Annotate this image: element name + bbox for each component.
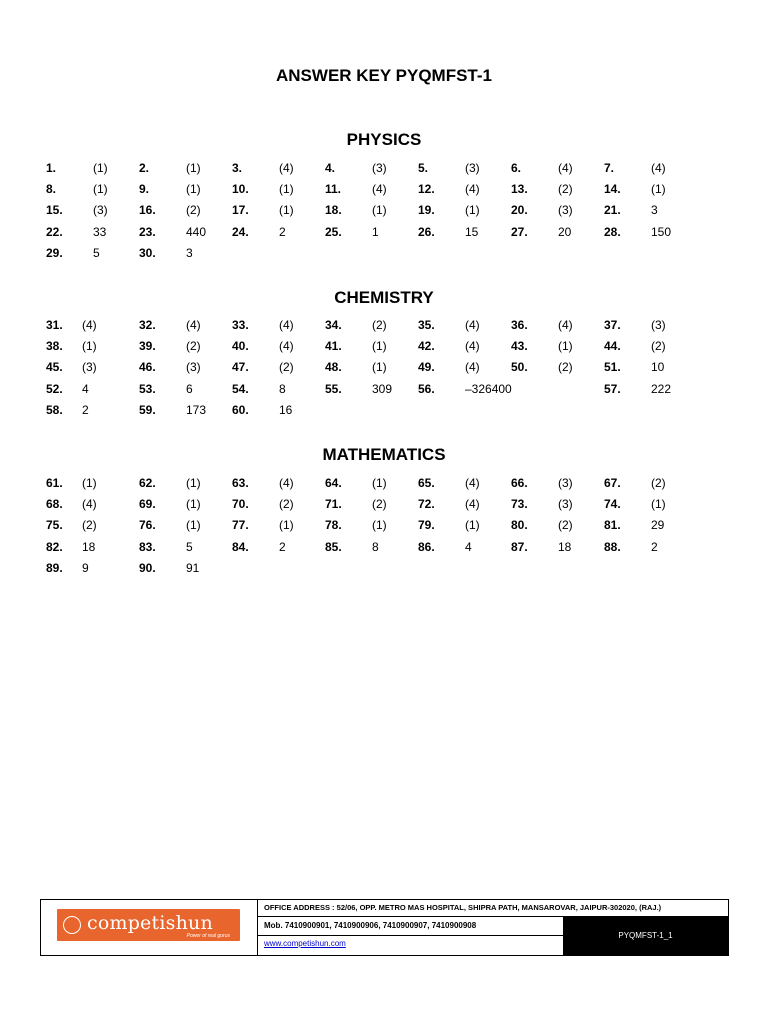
question-number: 4. [325,161,336,175]
answer-value: 20 [558,224,572,239]
answer-value: 33 [93,224,107,239]
answer-value: 2 [279,224,286,239]
answer-value: (1) [82,476,97,490]
answer-value: (4) [465,360,480,375]
answer-value: (1) [186,497,201,512]
question-number: 14. [604,182,621,197]
question-number: 42. [418,339,435,354]
answer-value: –326400 [465,381,512,396]
website-row [258,936,575,961]
question-number: 41. [325,339,342,354]
question-number: 75. [46,518,63,533]
question-number: 15. [46,203,63,218]
question-number: 18. [325,203,342,218]
question-number: 3. [232,161,243,175]
question-number: 38. [46,339,63,354]
answer-value: (2) [558,360,573,375]
answer-value: 3 [186,245,193,260]
question-number: 71. [325,497,342,512]
answer-value: 440 [186,224,207,239]
answer-value: 10 [651,360,665,375]
answer-value: 5 [93,245,100,260]
question-number: 59. [139,402,156,417]
question-number: 87. [511,539,528,554]
answer-value: (4) [651,161,666,175]
answer-value: 6 [186,381,193,396]
question-number: 63. [232,476,249,490]
mobile-numbers: Mob. 7410900901, 7410900906, 7410900907, 7410900908 [258,917,563,936]
answer-value: (1) [279,518,294,533]
answer-value: (4) [186,318,201,332]
question-number: 83. [139,539,156,554]
answer-value: 2 [279,539,286,554]
answer-value: (3) [82,360,97,375]
answer-value: (1) [651,497,666,512]
logo-box [41,900,258,955]
question-number: 47. [232,360,249,375]
question-number: 36. [511,318,528,332]
question-number: 44. [604,339,621,354]
office-address: OFFICE ADDRESS : 52/06, OPP. METRO MAS HOSPITAL, SHIPRA PATH, MANSAROVAR, JAIPUR-302020, (RAJ.) [258,900,728,917]
question-number: 20. [511,203,528,218]
answer-value: (2) [186,339,201,354]
question-number: 80. [511,518,528,533]
answer-value: (4) [558,161,573,175]
question-number: 31. [46,318,63,332]
answer-value: 173 [186,402,207,417]
answer-value: (3) [372,161,387,175]
answer-value: (1) [93,182,108,197]
page-code: PYQMFST-1_1 [563,917,728,955]
answer-value: 4 [465,539,472,554]
answer-value: (4) [372,182,387,197]
section-title-chemistry: CHEMISTRY [334,288,434,307]
question-number: 55. [325,381,342,396]
question-number: 2. [139,161,150,175]
question-number: 8. [46,182,57,197]
answer-value: (1) [372,203,387,218]
answer-value: (4) [279,476,294,490]
question-number: 76. [139,518,156,533]
answer-value: (4) [82,318,97,332]
question-number: 49. [418,360,435,375]
question-number: 56. [418,381,435,396]
question-number: 12. [418,182,435,197]
answer-value: 15 [465,224,479,239]
answer-value: (1) [93,161,108,175]
answer-value: (3) [186,360,201,375]
answer-value: 3 [651,203,658,218]
question-number: 1. [46,161,57,175]
question-number: 85. [325,539,342,554]
question-number: 33. [232,318,249,332]
question-number: 16. [139,203,156,218]
question-number: 35. [418,318,435,332]
question-number: 62. [139,476,156,490]
answer-value: (1) [82,339,97,354]
question-number: 88. [604,539,621,554]
question-number: 7. [604,161,615,175]
question-number: 24. [232,224,249,239]
footer-info [258,900,728,955]
answer-value: 29 [651,518,665,533]
answer-value: (2) [372,318,387,332]
answer-value: (1) [372,360,387,375]
question-number: 81. [604,518,621,533]
section-title-mathematics: MATHEMATICS [322,445,446,464]
competishun-logo [57,909,240,941]
question-number: 70. [232,497,249,512]
question-number: 46. [139,360,156,375]
website-link[interactable]: www.competishun.com [264,939,346,948]
question-number: 25. [325,224,342,239]
question-number: 61. [46,476,63,490]
question-number: 13. [511,182,528,197]
answer-value: (2) [279,497,294,512]
answer-value: 5 [186,539,193,554]
answer-value: (2) [82,518,97,533]
logo-tagline: Power of real gurus [186,933,230,939]
question-number: 21. [604,203,621,218]
question-number: 54. [232,381,249,396]
question-number: 9. [139,182,150,197]
answer-value: 4 [82,381,89,396]
answer-value: (3) [558,476,573,490]
document-title: ANSWER KEY PYQMFST-1 [276,66,492,85]
answer-value: (1) [558,339,573,354]
answer-value: (2) [279,360,294,375]
answer-value: 18 [558,539,572,554]
question-number: 77. [232,518,249,533]
question-number: 10. [232,182,249,197]
question-number: 37. [604,318,621,332]
question-number: 58. [46,402,63,417]
logo-brand-text: competishun [87,912,213,934]
answer-value: (3) [651,318,666,332]
answer-value: (1) [186,518,201,533]
question-number: 68. [46,497,63,512]
question-number: 26. [418,224,435,239]
question-number: 6. [511,161,522,175]
answer-value: (4) [465,497,480,512]
answer-value: (2) [651,476,666,490]
page-footer [40,899,729,956]
answer-value: (1) [279,182,294,197]
answer-value: (1) [372,476,387,490]
question-number: 30. [139,245,156,260]
question-number: 51. [604,360,621,375]
answer-value: (4) [82,497,97,512]
answer-value: (4) [279,339,294,354]
question-number: 17. [232,203,249,218]
answer-value: (2) [651,339,666,354]
question-number: 11. [325,182,342,197]
answer-value: (1) [186,182,201,197]
answer-value: (4) [465,318,480,332]
question-number: 65. [418,476,435,490]
question-number: 52. [46,381,63,396]
answer-value: (1) [279,203,294,218]
answer-value: 150 [651,224,672,239]
answer-value: (2) [186,203,201,218]
answer-value: 18 [82,539,96,554]
question-number: 34. [325,318,342,332]
question-number: 23. [139,224,156,239]
answer-value: (2) [372,497,387,512]
question-number: 45. [46,360,63,375]
answer-value: 309 [372,381,393,396]
question-number: 67. [604,476,621,490]
question-number: 74. [604,497,621,512]
answer-value: 2 [651,539,658,554]
question-number: 84. [232,539,249,554]
answer-value: (1) [465,518,480,533]
question-number: 39. [139,339,156,354]
answer-value: (2) [558,182,573,197]
answer-value: 222 [651,381,672,396]
answer-value: (4) [558,318,573,332]
question-number: 5. [418,161,429,175]
question-number: 89. [46,560,63,575]
question-number: 86. [418,539,435,554]
answer-value: 8 [372,539,379,554]
question-number: 50. [511,360,528,375]
answer-value: (3) [558,203,573,218]
answer-value: (4) [279,318,294,332]
question-number: 32. [139,318,156,332]
answer-value: (4) [279,161,294,175]
answer-value: 91 [186,560,200,575]
answer-value: (4) [465,182,480,197]
question-number: 79. [418,518,435,533]
question-number: 57. [604,381,621,396]
answer-value: 16 [279,402,293,417]
answer-value: (3) [558,497,573,512]
question-number: 73. [511,497,528,512]
question-number: 66. [511,476,528,490]
question-number: 90. [139,560,156,575]
answer-value: (2) [558,518,573,533]
question-number: 48. [325,360,342,375]
answer-value: (4) [465,476,480,490]
answer-value: (1) [372,518,387,533]
question-number: 28. [604,224,621,239]
question-number: 72. [418,497,435,512]
answer-value: (1) [465,203,480,218]
question-number: 29. [46,245,63,260]
question-number: 82. [46,539,63,554]
question-number: 40. [232,339,249,354]
question-number: 78. [325,518,342,533]
answer-value: 1 [372,224,379,239]
question-number: 69. [139,497,156,512]
question-number: 64. [325,476,342,490]
answer-value: (1) [372,339,387,354]
answer-value: 8 [279,381,286,396]
section-title-physics: PHYSICS [346,130,422,149]
cyclist-icon [63,916,81,934]
answer-value: (1) [651,182,666,197]
answer-value: (4) [465,339,480,354]
answer-value: (3) [465,161,480,175]
question-number: 43. [511,339,528,354]
answer-value: (1) [186,476,201,490]
question-number: 19. [418,203,435,218]
answer-value: (3) [93,203,108,218]
question-number: 53. [139,381,156,396]
question-number: 22. [46,224,63,239]
answer-value: 9 [82,560,89,575]
answer-value: 2 [82,402,89,417]
answer-value: (1) [186,161,201,175]
question-number: 27. [511,224,528,239]
question-number: 60. [232,402,249,417]
